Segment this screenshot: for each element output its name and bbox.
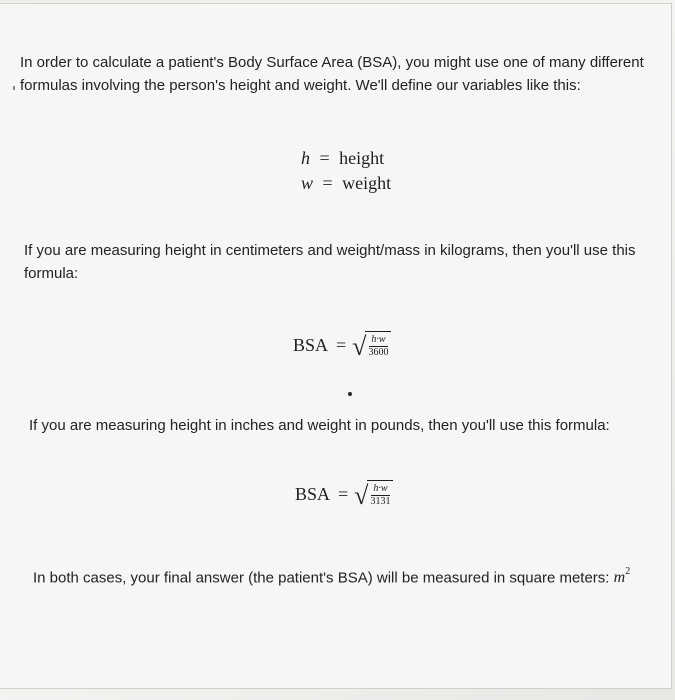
variable-symbol: w — [301, 173, 314, 193]
unit-square-meters — [613, 566, 631, 587]
conclusion-paragraph — [33, 562, 653, 589]
variable-height-definition — [301, 147, 384, 169]
intro-paragraph: In order to calculate a patient's Body Surface Area (BSA), you might use one of many different formulas involving the person's height and weight. We'll define our variables like this: — [20, 54, 644, 94]
conclusion-text: In both cases, your final answer (the patient's BSA) will be measured in square meters: — [33, 569, 610, 587]
radical-sign-icon: √ — [352, 332, 367, 361]
variable-symbol: h — [301, 148, 310, 168]
question-card — [0, 3, 672, 689]
fraction — [365, 331, 391, 359]
variable-weight-definition — [301, 172, 391, 194]
radical-sign-icon: √ — [354, 481, 369, 510]
unit-exponent: 2 — [625, 566, 631, 577]
equals-sign: = — [322, 173, 333, 193]
equals-sign: = — [336, 334, 347, 355]
fraction-numerator: h·w — [373, 483, 388, 494]
fraction-denominator: 3600 — [368, 347, 389, 358]
imperial-paragraph: If you are measuring height in inches and weight in pounds, then you'll use this formula: — [29, 417, 610, 434]
square-root — [352, 331, 391, 359]
stray-dot — [348, 392, 352, 396]
metric-formula — [293, 331, 391, 359]
fraction — [367, 480, 393, 508]
equals-sign: = — [338, 483, 349, 504]
margin-mark — [13, 86, 15, 90]
imperial-formula — [295, 480, 393, 508]
variable-name: weight — [342, 173, 392, 193]
variable-name: height — [339, 148, 385, 168]
formula-lhs: BSA — [293, 334, 329, 355]
equals-sign: = — [319, 148, 330, 168]
fraction-numerator: h·w — [371, 334, 386, 345]
metric-paragraph: If you are measuring height in centimeters and weight/mass in kilograms, then you'll use this formula: — [24, 242, 636, 282]
formula-lhs: BSA — [295, 483, 331, 504]
square-root — [354, 480, 393, 508]
fraction-denominator: 3131 — [370, 496, 391, 507]
unit-base: m — [613, 569, 626, 587]
